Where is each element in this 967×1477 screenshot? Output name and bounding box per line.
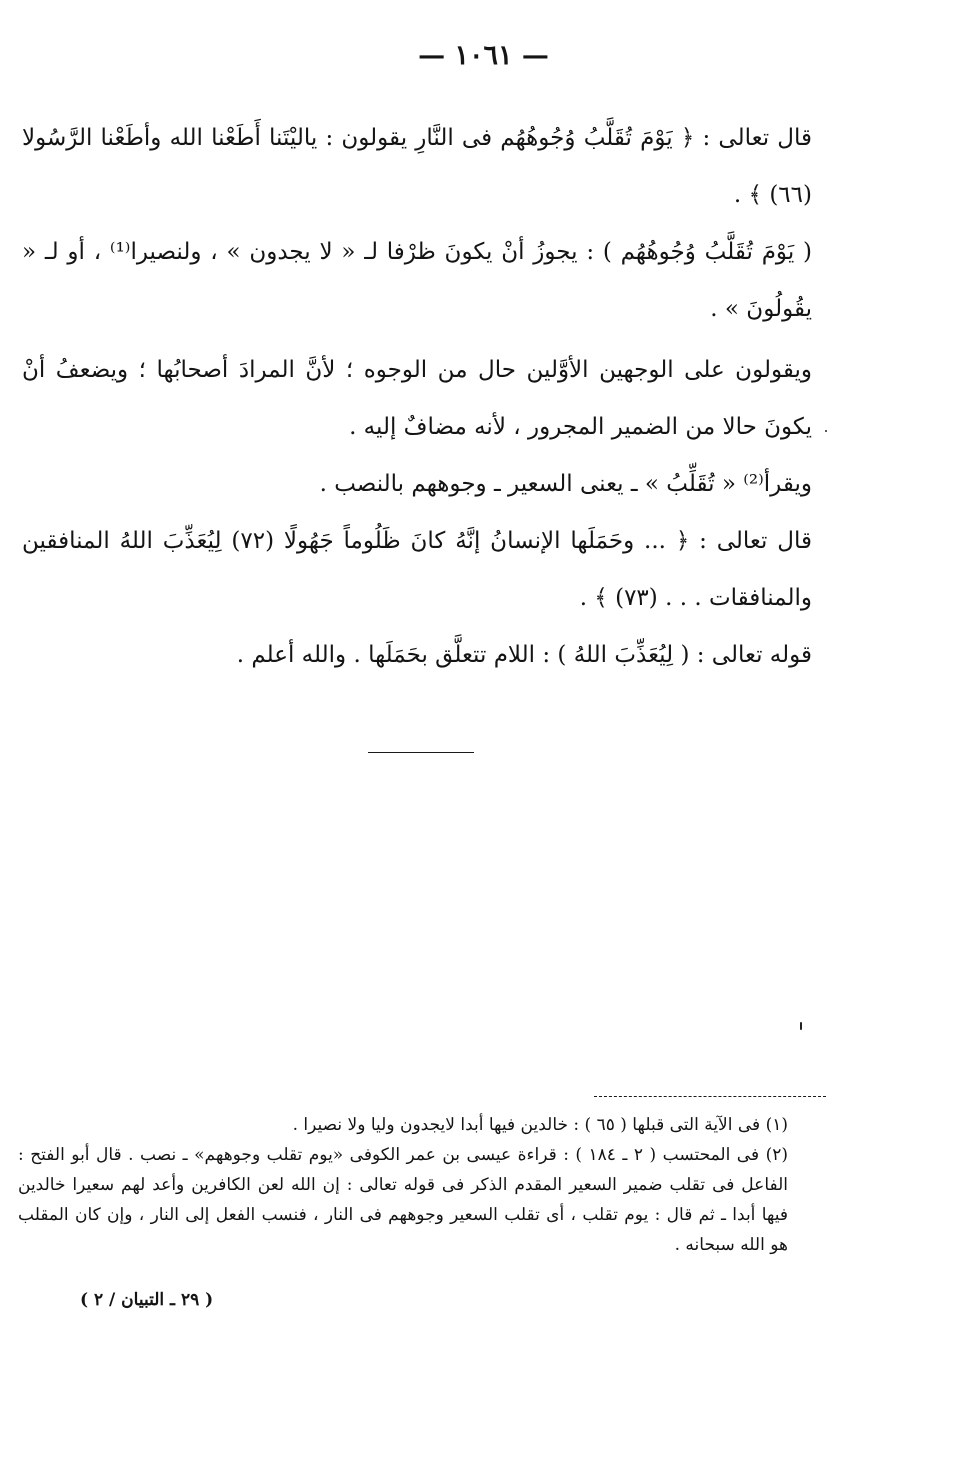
footnotes — [18, 1110, 788, 1260]
paragraph-commentary-2: ويقولون على الوجهين الأوَّلين حال من الوجوه ؛ لأنَّ المرادَ أصحابُها ؛ ويضعفُ أنْ يكونَ حالا من الضمير المجرور ، لأنه مضافٌ إليه . — [22, 357, 812, 440]
page-number: — ١٠٦١ — — [418, 40, 549, 71]
footnote-1: (١) فى الآية التى قبلها ( ٦٥ ) : خالدين فيها أبدا لايجدون وليا ولا نصيرا . — [292, 1115, 788, 1135]
main-text — [22, 110, 812, 684]
scan-speck — [800, 1022, 802, 1030]
section-divider — [368, 752, 474, 753]
paragraph-verse-66: قال تعالى : ﴿ يَوْمَ تُقَلَّبُ وُجُوهُهُم فى النَّارِ يقولون : ياليْتَنا أَطَعْنا الله وأطَعْنا الرَّسُولا (٦٦) ﴾ . — [22, 125, 812, 208]
paragraph-commentary-1: ( يَوْمَ تُقَلَّبُ وُجُوهُهُم ) : يجوزُ أنْ يكونَ ظرْفا لـ « لا يجدون » ، ولنصيرا⁽¹⁾ ، أو لـ « يقُولُونَ » . — [22, 239, 812, 322]
footnote-2: (٢) فى المحتسب ( ٢ ـ ١٨٤ ) : قراءة عيسى بن عمر الكوفى «يوم تقلب وجوههم» ـ نصب . قال أبو الفتح : الفاعل فى تقلب ضمير السعير المقدم الذكر فى قوله تعالى : إن الله لعن الكافرين وأعد لهم سعيرا خالدين فيها أبدا ـ ثم قال : يوم تقلب ، أى تقلب السعير وجوههم فى النار ، فنسب الفعل إلى النار ، وإن كان المقلب هو الله سبحانه . — [18, 1145, 789, 1255]
paragraph-reading: ويقرأ⁽²⁾ « تُقَلِّبُ » ـ يعنى السعير ـ وجوههم بالنصب . — [319, 471, 812, 497]
paragraph-verse-72-73: قال تعالى : ﴿ ... وحَمَلَها الإنسانُ إنَّهُ كانَ ظَلُوماً جَهُولًا (٧٢) لِيُعَذِّبَ اللهُ المنافقين والمنافقات . . . (٧٣) ﴾ . — [22, 528, 812, 611]
printer-signature: ( ٢٩ ـ التبيان / ٢ ) — [80, 1290, 214, 1310]
footnote-divider — [594, 1096, 826, 1097]
paragraph-commentary-3: قوله تعالى : ( لِيُعَذِّبَ اللهُ ) : اللام تتعلَّق بحَمَلَها . والله أعلم . — [236, 642, 812, 668]
scan-speck — [825, 430, 827, 432]
